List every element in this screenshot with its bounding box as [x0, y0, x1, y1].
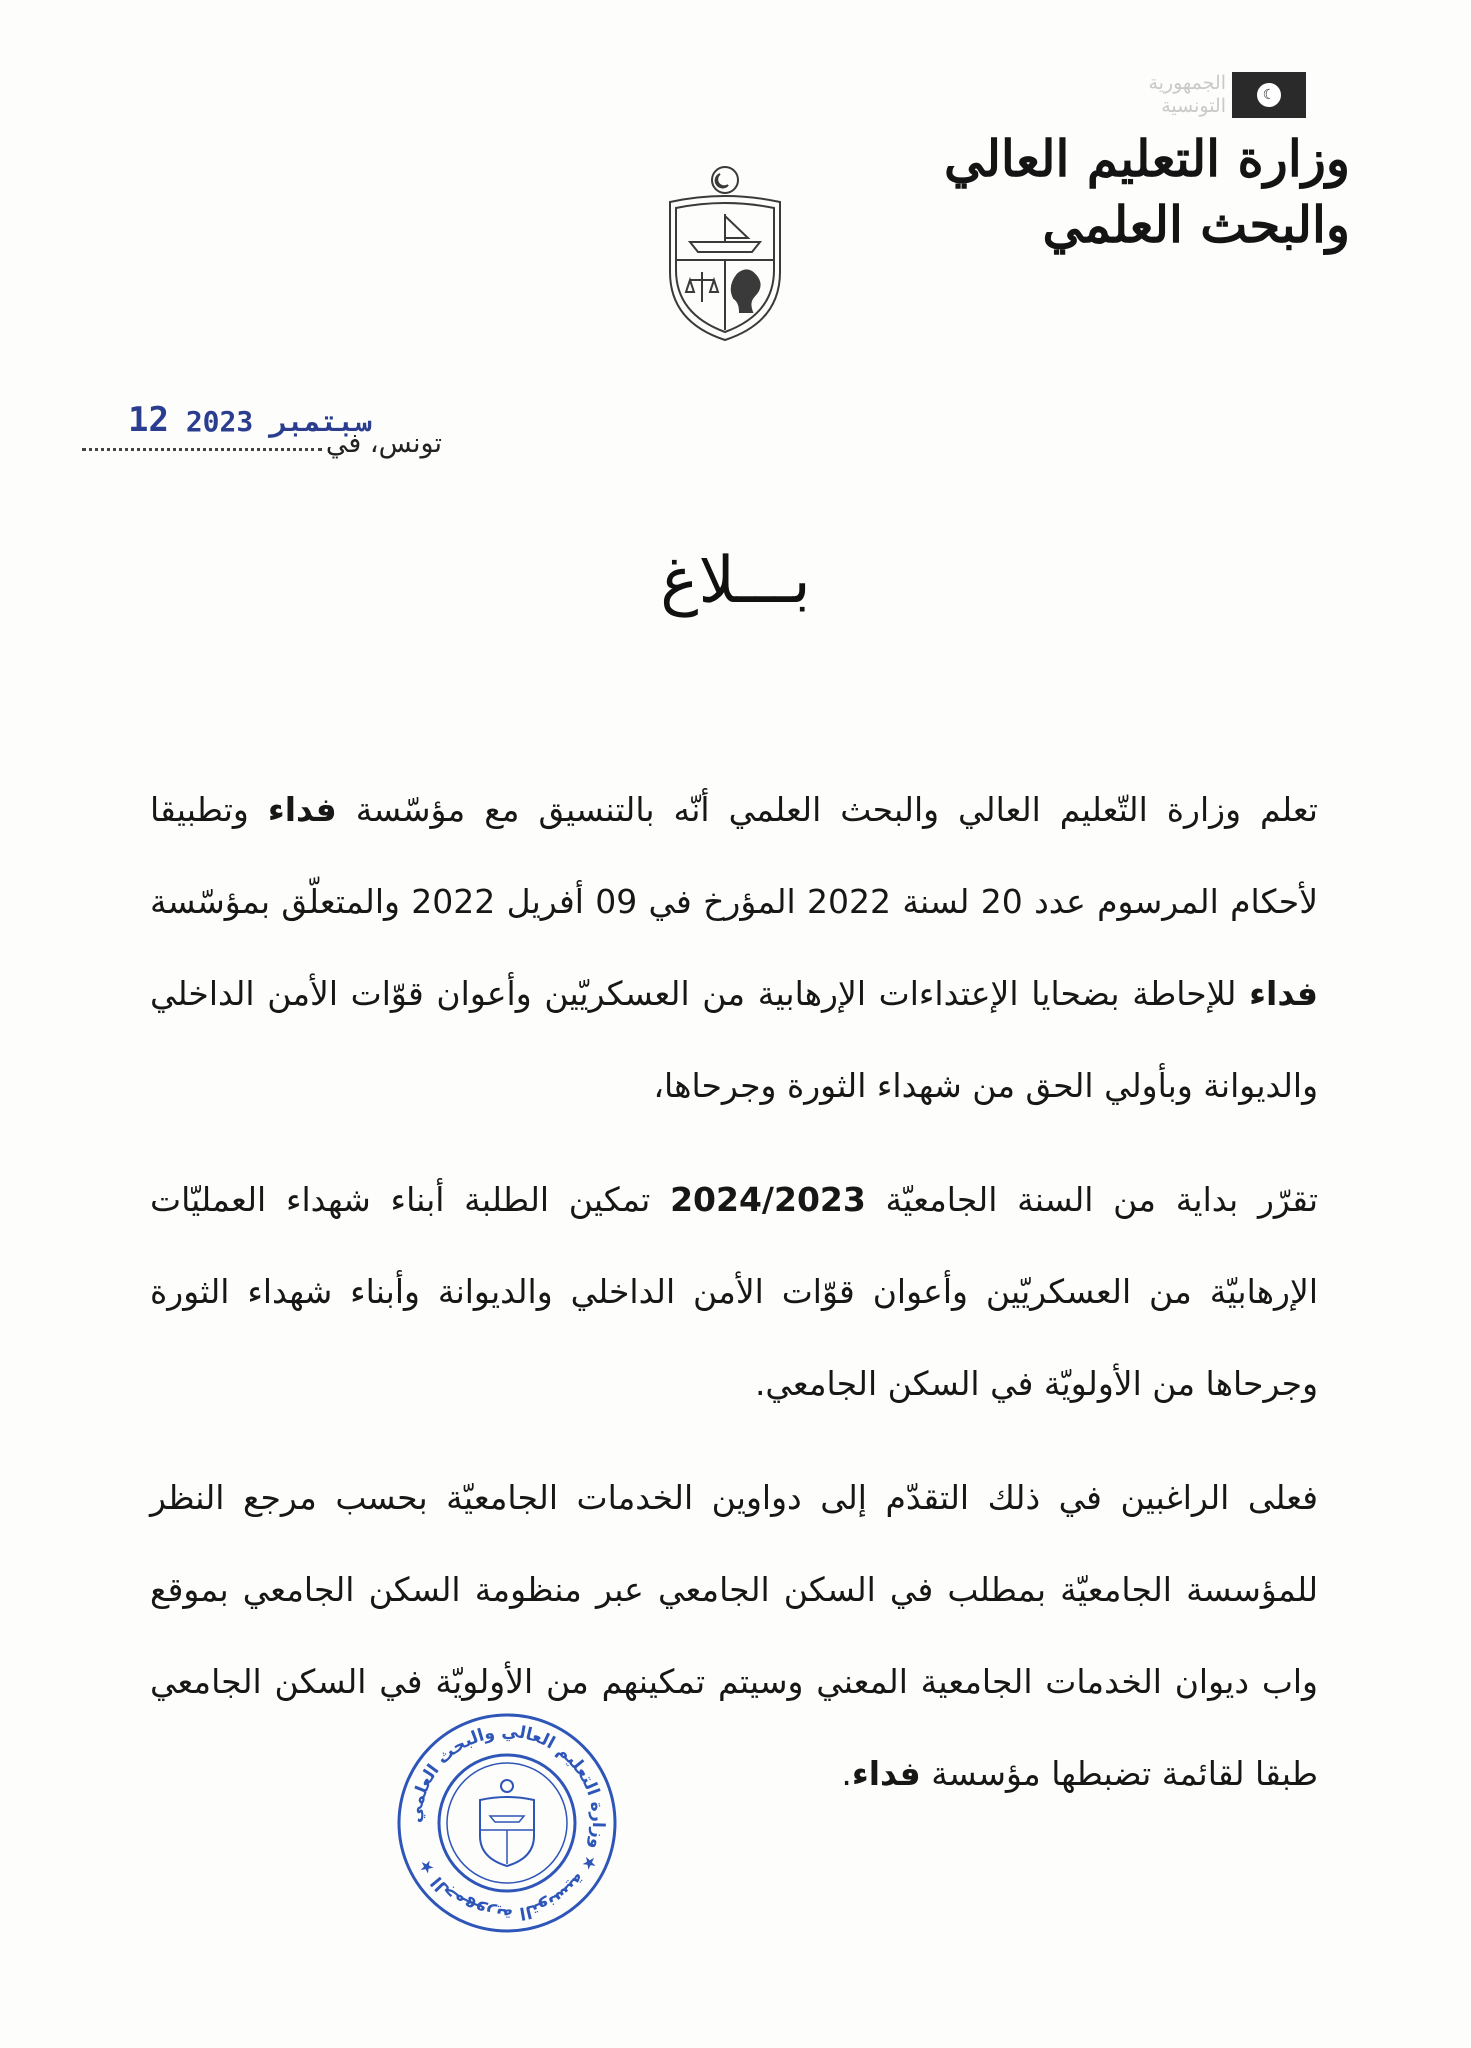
official-ministry-seal-icon — [392, 1708, 622, 1938]
ministry-name-line1: وزارة التعليم العالي — [944, 129, 1350, 188]
republic-label: الجمهورية التونسية — [1148, 72, 1226, 117]
body-paragraph-3: فعلى الراغبين في ذلك التقدّم إلى دواوين الخدمات الجامعيّة بحسب مرجع النظر للمؤسسة الجامعيّة بمطلب في السكن الجامعي عبر منظومة السكن الجامعي بموقع واب ديوان الخدمات الجامعية المعني وسيتم تمكينهم من الأولويّة في السكن الجامعي طبقا لقائمة تضبطها مؤسسة فداء. — [150, 1478, 1318, 1793]
academic-year: 2024/2023 — [670, 1180, 866, 1219]
tunisia-coat-of-arms-icon — [660, 162, 790, 344]
seal-ring-text: الجمهورية التونسية ★ وزارة التعليم العالي والبحث العلمي ★ — [405, 1721, 609, 1925]
date-line — [82, 428, 442, 459]
ministry-name-line2: والبحث العلمي — [1042, 195, 1350, 254]
date-dotted-line — [82, 447, 322, 451]
org-name: فداء — [267, 790, 337, 829]
svg-text:الجمهورية التونسية ★ وزارة الت — [406, 1722, 608, 1924]
date-stamp-day: 12 — [128, 400, 169, 440]
org-name: فداء — [1249, 974, 1318, 1013]
tunisia-flag-icon: ☾ — [1232, 72, 1306, 118]
place-label: تونس، في — [325, 428, 442, 459]
date-stamp-month-year: سبتمبر 2023 — [185, 405, 372, 438]
org-name: فداء — [851, 1754, 921, 1793]
body-paragraph-2: تقرّر بداية من السنة الجامعيّة 2024/2023 تمكين الطلبة أبناء شهداء العمليّات الإرهابيّة من العسكريّين وأعوان قوّات الأمن الداخلي والديوانة وأبناء شهداء الثورة وجرحاها من الأولويّة في السكن الجامعي. — [150, 1180, 1318, 1403]
body-paragraph-1: تعلم وزارة التّعليم العالي والبحث العلمي أنّه بالتنسيق مع مؤسّسة فداء وتطبيقا لأحكام المرسوم عدد 20 لسنة 2022 المؤرخ في 09 أفريل 2022 والمتعلّق بمؤسّسة فداء للإحاطة بضحايا الإعتداءات الإرهابية من العسكريّين وأعوان قوّات الأمن الداخلي والديوانة وبأولي الحق من شهداء الثورة وجرحاها، — [150, 790, 1319, 1105]
communique-body — [150, 764, 1318, 1842]
document-title: بـــلاغ — [660, 544, 811, 618]
ministry-name — [944, 126, 1350, 258]
